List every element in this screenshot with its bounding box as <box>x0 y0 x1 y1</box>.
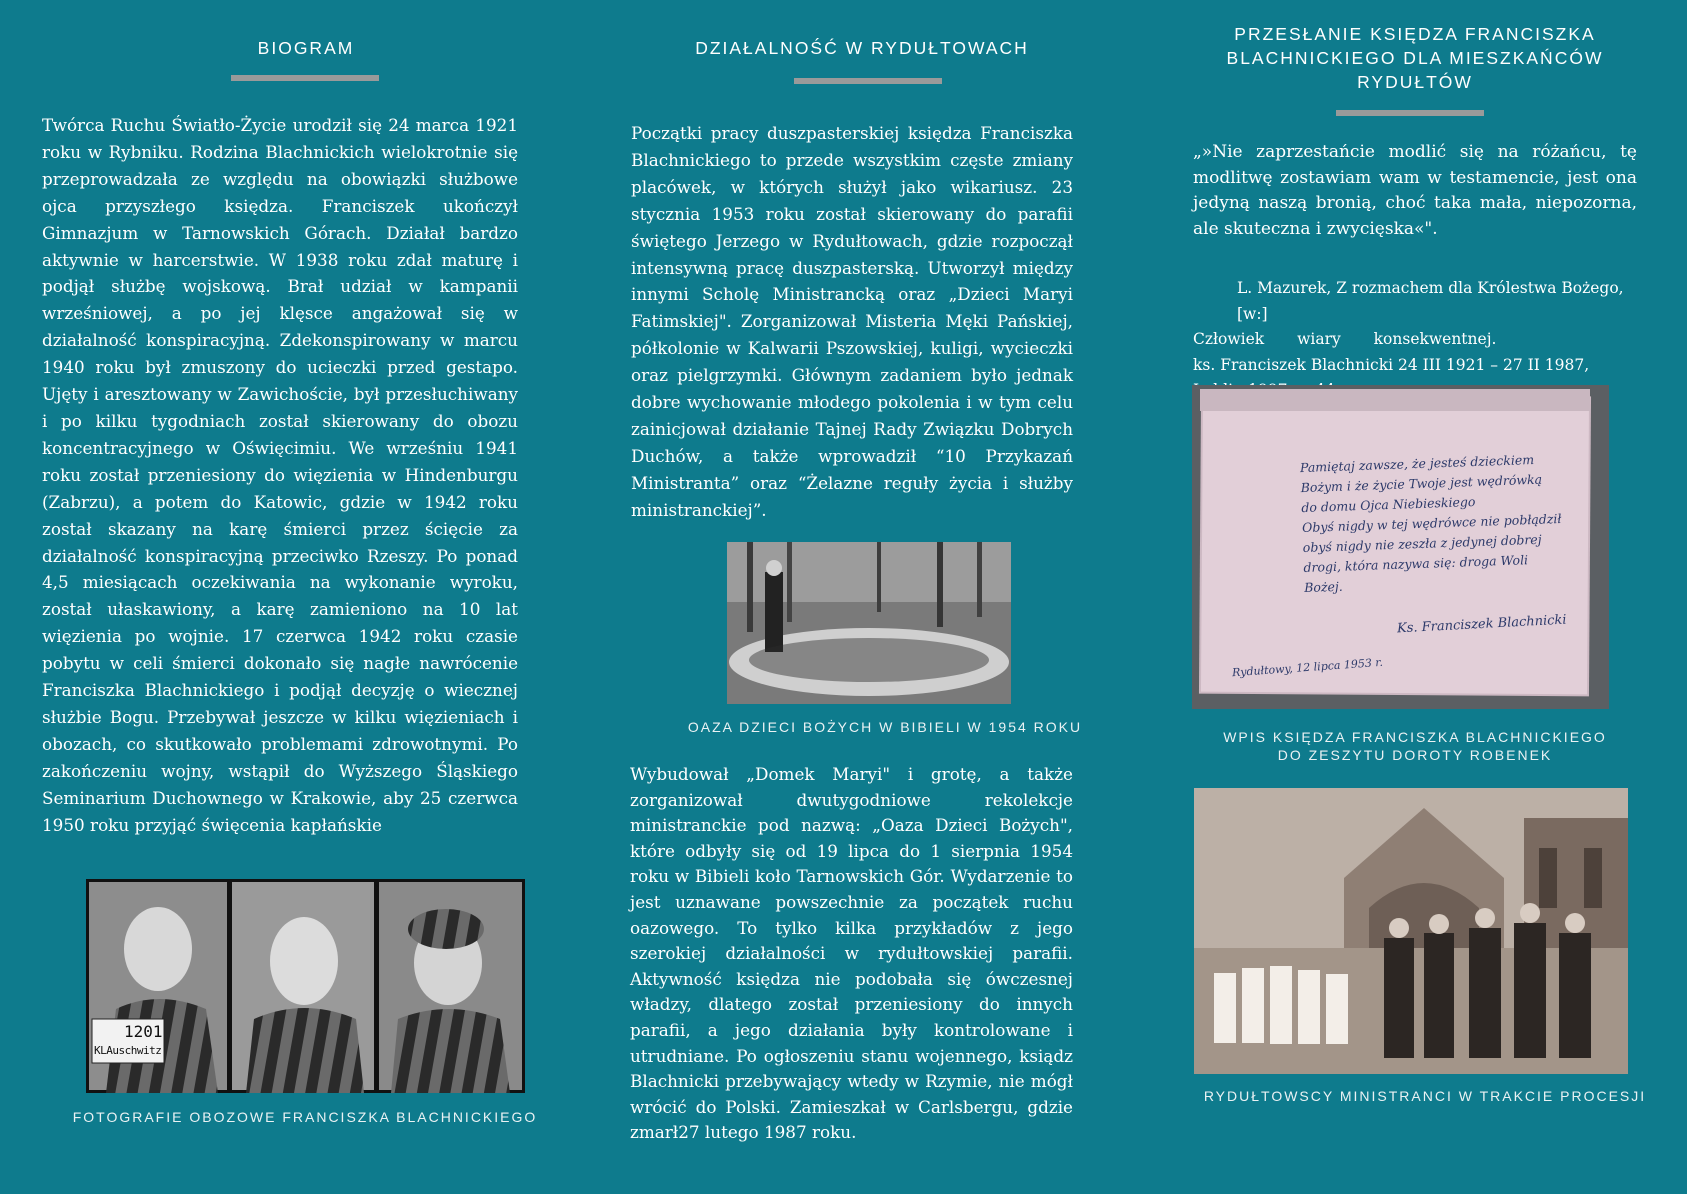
procession-photo <box>1194 788 1628 1074</box>
oaza-photo-caption: OAZA DZIECI BOŻYCH W BIBIELI W 1954 ROKU <box>687 719 1083 735</box>
handwriting-line-7: Bożej. <box>1303 578 1343 596</box>
oaza-photo <box>727 542 1011 704</box>
rydultowy-heading-rule <box>794 78 942 84</box>
handwritten-signature: Ks. Franciszek Blachnicki <box>1396 612 1567 637</box>
camp-photographs <box>86 879 525 1093</box>
citation-line-3: ks. Franciszek Blachnicki 24 III 1921 – 27 II 1987, <box>1193 355 1590 374</box>
notebook-entry-caption: WPIS KSIĘDZA FRANCISZKA BLACHNICKIEGO DO ZESZYTU DOROTY ROBENEK <box>1223 729 1607 763</box>
handwriting-line-3: do domu Ojca Niebieskiego <box>1301 494 1476 516</box>
rydultowy-paragraph-1: Początki pracy duszpasterskiej księdza Franciszka Blachnickiego to przede wszystkim częste zmiany placówek, w których służył jako wikariusz. 23 stycznia 1953 roku został skierowany do parafii świętego Jerzego w Rydułtowach, gdzie rozpoczął intensywną pracę duszpasterską. Utworzył między innymi Scholę Ministrancką oraz „Dzieci Maryi Fatimskiej". Zorganizował Misteria Męki Pańskiej, półkolonie w Kalwarii Pszowskiej, kuligi, wycieczki oraz pielgrzymki. Głównym zadaniem było jednak dobre wychowanie młodego pokolenia i w tym celu zainicjował działanie Tajnej Rady Związku Dobrych Duchów, a także wprowadził “10 Przykazań Ministranta” oraz “Żelazne reguły życia i służby ministranckiej”. <box>631 123 1073 520</box>
handwriting-line-4: Obyś nigdy w tej wędrówce nie pobłądził <box>1301 511 1562 536</box>
procession-photo-caption: RYDUŁTOWSCY MINISTRANCI W TRAKCIE PROCESJI <box>1203 1088 1647 1104</box>
citation-line-2: Człowiek wiary konsekwentnej. <box>1193 330 1497 348</box>
camp-photographs-caption: FOTOGRAFIE OBOZOWE FRANCISZKA BLACHNICKIEGO <box>72 1109 538 1125</box>
handwritten-date: Rydułtowy, 12 lipca 1953 r. <box>1231 655 1384 680</box>
camp-photo-number-label: 1201 <box>124 1022 163 1041</box>
rydultowy-paragraph-2: Wybudował „Domek Maryi" i grotę, a także zorganizował dwutygodniowe rekolekcje ministranckie pod nazwą: „Oaza Dzieci Bożych", które odbyły się od 19 lipca do 1 sierpnia 1954 roku w Bibieli koło Tarnowskich Gór. Wydarzenie to jest uznawane powszechnie za początek ruchu oazowego. To tylko kilka przykładów z jego szerokiej działalności w rydułtowskiej parafii. Aktywność księdza nie podobała się ówczesnej władzy, dlatego został przeniesiony do innych parafii, a jego działania były kontrolowane i utrudniane. Po ogłoszeniu stanu wojennego, ksiądz Blachnicki przebywający wtedy w Rzymie, nie mógł wrócić do Polski. Zamieszkał w Carlsbergu, gdzie zmarł27 lutego 1987 roku. <box>630 764 1073 1143</box>
message-heading-rule <box>1336 110 1484 116</box>
biogram-heading-rule <box>231 75 379 81</box>
handwriting-line-5: obyś nigdy nie zeszła z jedynej dobrej <box>1302 531 1542 556</box>
handwritten-note <box>1300 448 1595 598</box>
message-heading: PRZESŁANIE KSIĘDZA FRANCISZKA BLACHNICKIEGO DLA MIESZKAŃCÓW RYDUŁTÓW <box>1226 24 1604 92</box>
citation-line-1: L. Mazurek, Z rozmachem dla Królestwa Bożego, [w:] <box>1237 279 1624 323</box>
handwriting-line-1: Pamiętaj zawsze, że jesteś dzieckiem <box>1299 451 1535 476</box>
notebook-entry-photo <box>1192 385 1609 709</box>
biogram-text <box>42 112 518 838</box>
handwriting-line-6: drogi, która nazywa się: droga Woli <box>1303 552 1529 576</box>
message-quote: „»Nie zaprzestańcie modlić się na różańcu, tę modlitwę zostawiam wam w testamencie, jest ona jedyną naszą bronią, choć taka mała, niepozorna, ale skuteczna i zwycięska«". <box>1193 142 1637 239</box>
rydultowy-text-1 <box>631 120 1073 524</box>
camp-photo-camp-label: KLAuschwitz <box>94 1044 162 1057</box>
biogram-heading: BIOGRAM <box>257 38 355 58</box>
handwriting-line-2: Bożym i że życie Twoje jest wędrówką <box>1300 471 1543 496</box>
rydultowy-heading: DZIAŁALNOŚĆ W RYDUŁTOWACH <box>695 38 1029 58</box>
rydultowy-text-2 <box>630 762 1073 1146</box>
biogram-paragraph: Twórca Ruchu Światło-Życie urodził się 24 marca 1921 roku w Rybniku. Rodzina Blachnickich wielokrotnie się przeprowadzała ze względu na obowiązki służbowe ojca przyszłego księdza. Franciszek ukończył Gimnazjum w Tarnowskich Górach. Działał bardzo aktywnie w harcerstwie. W 1938 roku zdał maturę i podjął służbę wojskową. Brał udział w kampanii wrześniowej, a po jej klęsce angażował się w działalność konspiracyjną. Zdekonspirowany w marcu 1940 roku był zmuszony do ucieczki przed gestapo. Ujęty i aresztowany w Zawichoście, był przesłuchiwany i po kilku tygodniach został skierowany do obozu koncentracyjnego w Oświęcimiu. We wrześniu 1941 roku został przeniesiony do więzienia w Hindenburgu (Zabrzu), a potem do Katowic, gdzie w 1942 roku został skazany na karę śmierci przez ścięcie za działalność konspiracyjną przeciwko Rzeszy. Po ponad 4,5 miesiącach oczekiwania na wykonanie wyroku, został ułaskawiony, a karę zamieniono na 10 lat więzienia po wojnie. 17 czerwca 1942 roku czasie pobytu w celi śmierci dokonało się nagłe nawrócenie Franciszka Blachnickiego i podjął decyzję o wiecznej służbie Bogu. Przebywał jeszcze w kilku więzieniach i obozach, co skutkowało problemami zdrowotnymi. Po zakończeniu wojny, wstąpił do Wyższego Śląskiego Seminarium Duchownego w Krakowie, aby 25 czerwca 1950 roku przyjąć święcenia kapłańskie <box>42 115 518 835</box>
